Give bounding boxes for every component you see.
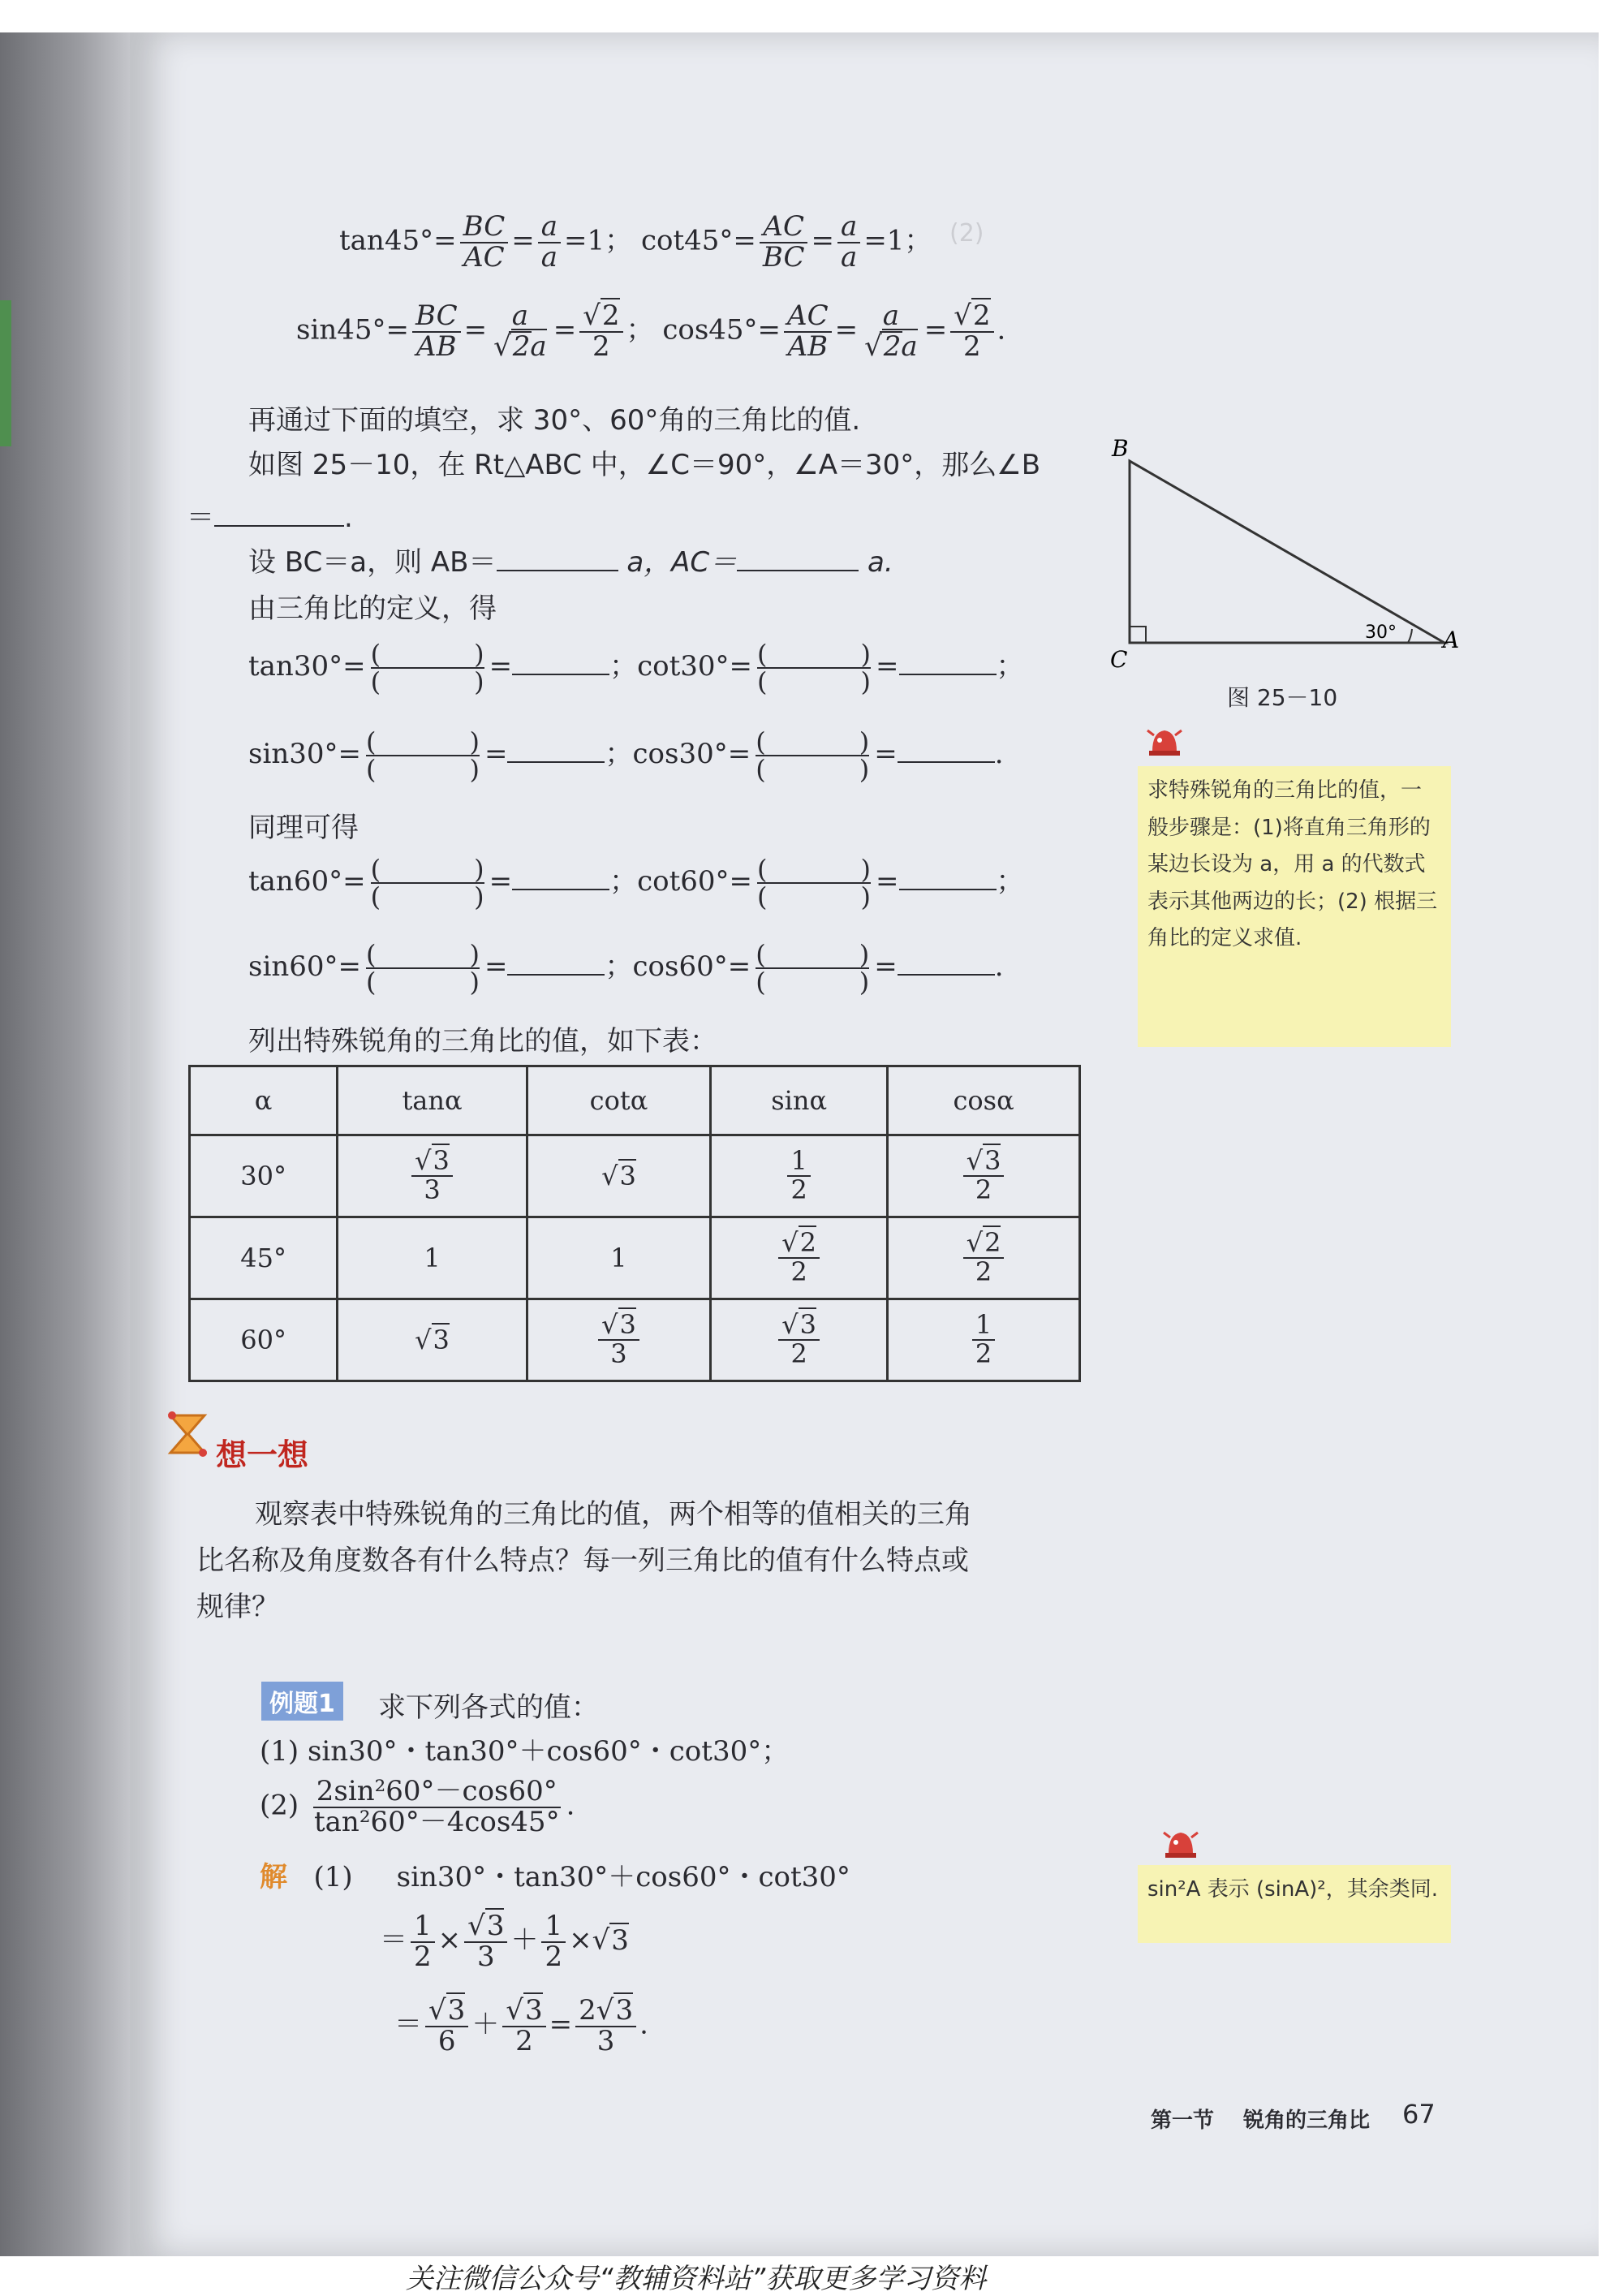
angle-30-label: 30° (1365, 622, 1397, 643)
formula-sin45-cos45: sin45°= $\frac{BC}{AB}$ = $\frac{a}{√2a}$ = $\frac{√2}{2}$ ； cos45°= $\frac{AC}{AB}$ = $\frac{a}{√2a}$ = $\frac{√2}{2}$ . (296, 299, 1006, 363)
cell-sin45: $\frac{√2}{2}$ (711, 1217, 888, 1299)
bleed-through: (2) (949, 219, 984, 248)
intro-line-4: 设 BC＝a，则 AB＝ a，AC＝ a. (248, 546, 893, 579)
solution-step-2: ＝ $\frac{√3}{6}$ ＋ $\frac{√3}{2}$ = $\frac{2√3}{3}$ . (394, 1994, 648, 2057)
blank-AC[interactable] (737, 570, 859, 571)
cell-cos45: $\frac{√2}{2}$ (888, 1217, 1080, 1299)
solution-line-1: 解 (1) sin30°・tan30°＋cos60°・cot30° (260, 1861, 850, 1893)
blank-tan30[interactable] (512, 674, 609, 675)
alarm-bell-icon (1162, 1826, 1199, 1859)
think-body-2: 比名称及角度数各有什么特点？每一列三角比的值有什么特点或 (196, 1544, 969, 1577)
blank-AB[interactable] (497, 570, 618, 571)
book-spine-shadow (0, 32, 142, 2256)
same-reason-label: 同理可得 (248, 812, 359, 844)
blank-sin30[interactable] (507, 761, 605, 763)
vertex-B-label: B (1112, 435, 1129, 462)
cell-tan45: 1 (338, 1217, 527, 1299)
fill-row-tan60-cot60: tan60°= ( ) ( ) = ；cot60°= ( ) ( ) = ； (248, 854, 1024, 912)
footer-title: 锐角的三角比 (1243, 2109, 1371, 2133)
table-header-row (190, 1066, 1080, 1135)
fill-row-tan30-cot30: tan30°= ( ) ( ) = ；cot30°= ( ) ( ) = ； (248, 639, 1024, 697)
cell-sin60: $\frac{√3}{2}$ (711, 1299, 888, 1381)
think-title: 想一想 (216, 1437, 309, 1473)
cell-cot60: $\frac{√3}{3}$ (527, 1299, 710, 1381)
tip-note-sin-squared: sin²A 表示 (sinA)²，其余类同. (1138, 1865, 1451, 1943)
header-alpha: α (190, 1066, 338, 1135)
blank-cot30[interactable] (899, 674, 997, 675)
vertex-A-label: A (1443, 627, 1460, 653)
blank-sin60[interactable] (507, 974, 605, 976)
blank-cot60[interactable] (899, 889, 997, 890)
row-angle: 60° (190, 1299, 338, 1381)
cell-sin30: $\frac{1}{2}$ (711, 1135, 888, 1217)
header-sin: sinα (711, 1066, 888, 1135)
blank-cos60[interactable] (898, 974, 995, 976)
cell-cos60: $\frac{1}{2}$ (888, 1299, 1080, 1381)
watermark-text: 关注微信公众号“教辅资料站”获取更多学习资料 (406, 2263, 987, 2295)
blank-cos30[interactable] (898, 761, 995, 763)
footer-section: 第一节 (1151, 2109, 1215, 2133)
table-row (190, 1217, 1080, 1299)
formula-tan45-cot45: tan45°= $\frac{BC}{AC}$ = $\frac{a}{a}$ =1； cot45°= $\frac{AC}{BC}$ = $\frac{a}{a}$ =1； (339, 210, 932, 274)
example-q1: (1) sin30°・tan30°＋cos60°・cot30°； (260, 1735, 790, 1768)
spine-green-strip (0, 300, 11, 446)
intro-line-2: 如图 25－10，在 Rt△ABC 中，∠C＝90°，∠A＝30°，那么∠B (248, 449, 1041, 481)
header-cot: cotα (527, 1066, 710, 1135)
example-title: 求下列各式的值： (378, 1691, 599, 1724)
fill-row-sin30-cos30: sin30°= ( ) ( ) = ；cos30°= ( ) ( ) = . (248, 726, 1004, 785)
think-body-3: 规律？ (196, 1591, 279, 1623)
trig-values-table (188, 1065, 1081, 1382)
header-cos: cosα (888, 1066, 1080, 1135)
table-intro: 列出特殊锐角的三角比的值，如下表： (248, 1025, 717, 1058)
blank-angle-B[interactable] (214, 525, 344, 527)
cell-cot30: √3 (527, 1135, 710, 1217)
intro-line-5: 由三角比的定义，得 (248, 592, 497, 625)
right-triangle-figure (1087, 430, 1477, 674)
example-q2: (2) $\frac{\text{2sin²60°－cos60°}}{\text{tan²60°－4cos45°}}$ . (260, 1775, 575, 1838)
table-row (190, 1135, 1080, 1217)
row-angle: 45° (190, 1217, 338, 1299)
example-badge: 例题1 (261, 1682, 343, 1721)
cell-tan60: √3 (338, 1299, 527, 1381)
cell-cos30: $\frac{√3}{2}$ (888, 1135, 1080, 1217)
figure-caption: 图 25－10 (1227, 684, 1338, 711)
cell-tan30: $\frac{√3}{3}$ (338, 1135, 527, 1217)
think-body-1: 观察表中特殊锐角的三角比的值，两个相等的值相关的三角 (255, 1498, 972, 1531)
cell-cot45: 1 (527, 1217, 710, 1299)
header-tan: tanα (338, 1066, 527, 1135)
alarm-bell-icon (1146, 724, 1183, 756)
vertex-C-label: C (1110, 646, 1128, 673)
table-row (190, 1299, 1080, 1381)
page-number: 67 (1402, 2099, 1436, 2130)
tip-note-steps: 求特殊锐角的三角比的值，一般步骤是：(1)将直角三角形的某边长设为 a，用 a 的代数式表示其他两边的长；(2) 根据三角比的定义求值. (1138, 766, 1451, 1047)
blank-tan60[interactable] (512, 889, 609, 890)
intro-line-1: 再通过下面的填空，求 30°、60°角的三角比的值. (248, 404, 861, 437)
hourglass-icon (162, 1411, 213, 1458)
fill-row-sin60-cos60: sin60°= ( ) ( ) = ；cos60°= ( ) ( ) = . (248, 939, 1004, 997)
intro-line-3: ＝ . (187, 502, 353, 534)
solution-step-1: ＝ $\frac{1}{2}$ × $\frac{√3}{3}$ ＋ $\frac{1}{2}$ ×√3 (380, 1910, 629, 1973)
row-angle: 30° (190, 1135, 338, 1217)
